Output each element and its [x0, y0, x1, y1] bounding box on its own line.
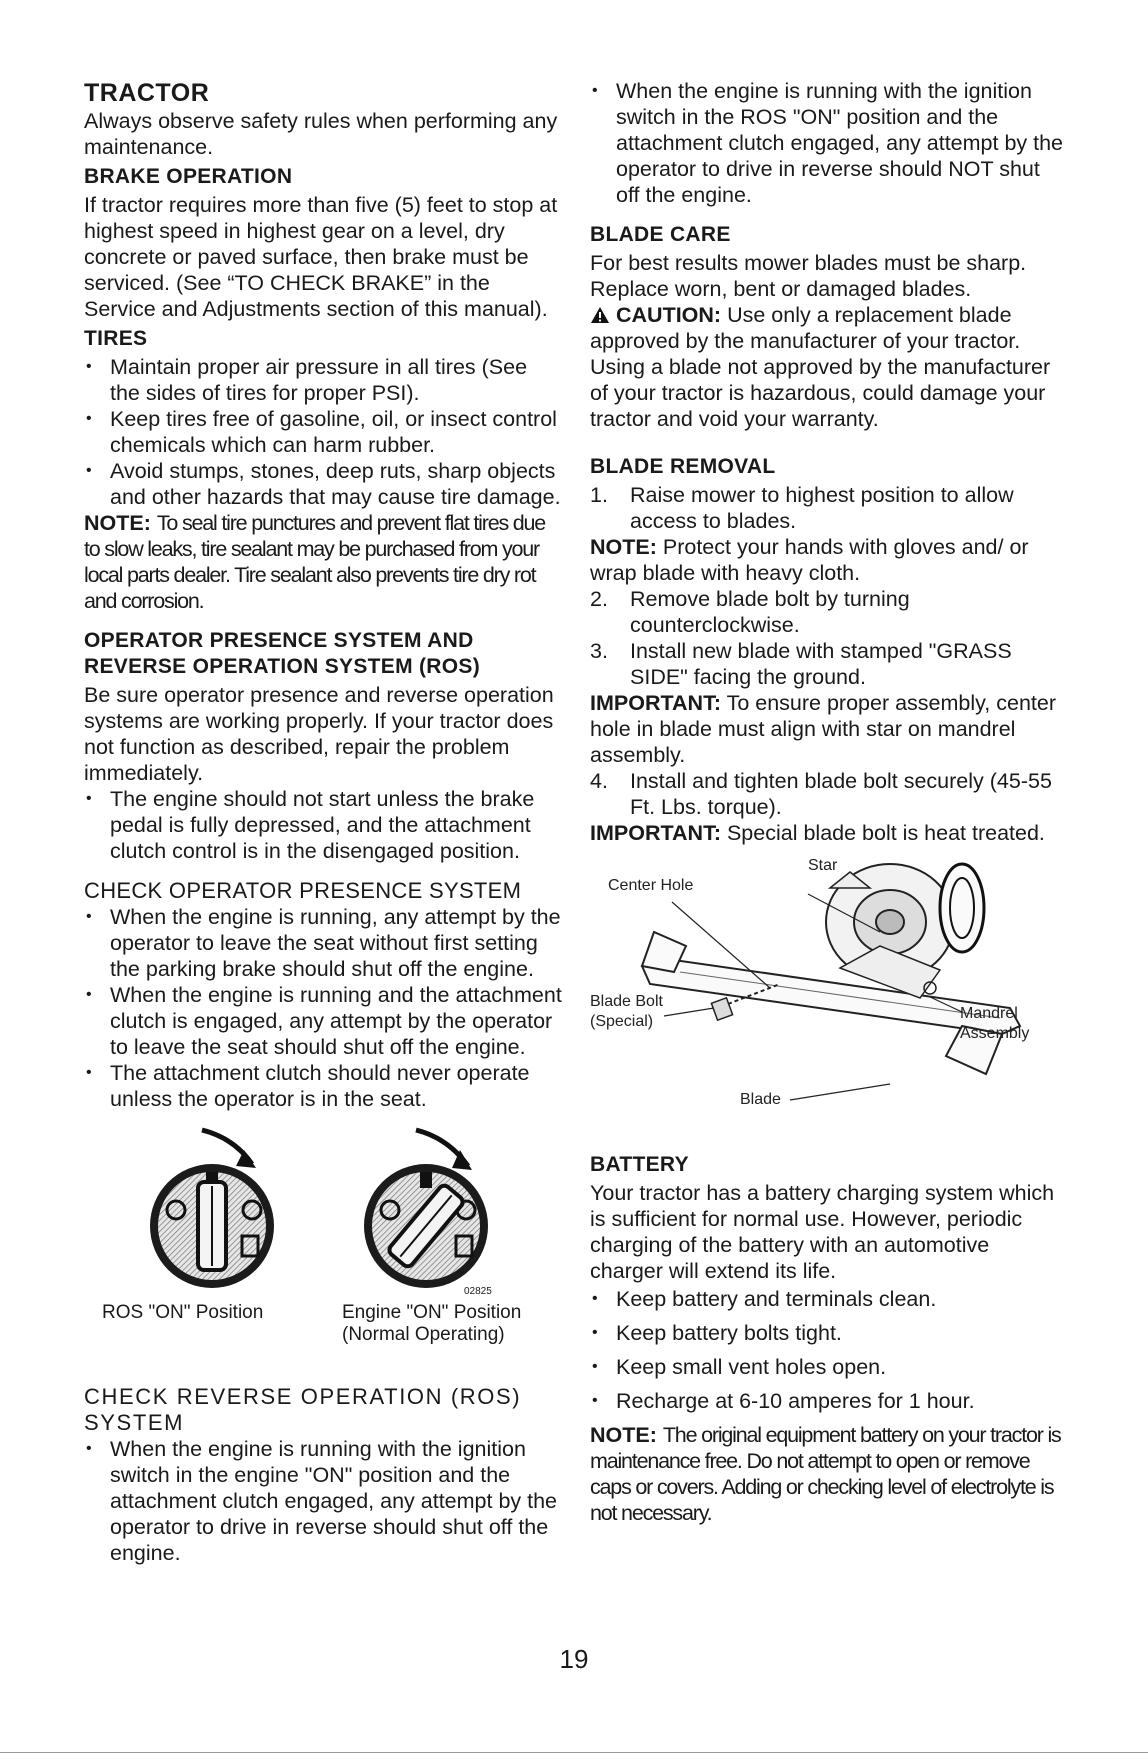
list-item: • Keep tires free of gasoline, oil, or insect control chemicals which can harm rubber. — [84, 406, 562, 458]
removal-steps-1 — [590, 482, 1066, 534]
ros-on-caption: ROS "ON" Position — [102, 1302, 264, 1323]
mandrel-illustration — [826, 864, 984, 998]
page-number: 19 — [559, 1644, 589, 1674]
label-mandrel: Mandrel — [960, 1005, 1018, 1022]
list-item: 3. Install new blade with stamped "GRASS SIDE" facing the ground. — [590, 639, 1012, 689]
tires-list — [84, 354, 562, 510]
tires-note — [84, 510, 562, 614]
ros-on-knob — [150, 1130, 274, 1288]
tractor-text: Always observe safety rules when performing any maintenance. — [84, 109, 558, 159]
right-column — [590, 78, 1066, 1526]
caution-label: CAUTION: — [616, 303, 722, 327]
tractor-heading: TRACTOR — [84, 79, 210, 107]
note-label: NOTE: — [590, 535, 657, 559]
bottom-rule — [0, 1752, 1148, 1753]
engine-on-knob — [364, 1130, 488, 1288]
blade-assembly-figure — [590, 848, 1066, 1148]
list-item: • Recharge at 6-10 amperes for 1 hour. — [590, 1388, 1066, 1414]
ignition-switch-figure — [84, 1120, 562, 1370]
blade-care-heading: BLADE CARE — [590, 223, 731, 246]
check-ros-heading: CHECK REVERSE OPERATION (ROS) SYSTEM — [84, 1384, 522, 1435]
note-text: Protect your hands with gloves and/ or wrap blade with heavy cloth. — [590, 535, 1029, 585]
battery-list — [590, 1286, 1066, 1414]
tires-heading: TIRES — [84, 327, 148, 350]
blade-removal-heading: BLADE REMOVAL — [590, 455, 776, 478]
engine-on-caption: Engine "ON" Position (Normal Operating) — [342, 1302, 522, 1345]
figure-code: 02825 — [464, 1286, 492, 1297]
note-text: The original equipment battery on your tractor is maintenance free. Do not attempt to open or remove caps or covers. Adding or checking level of electrolyte is not necessary. — [590, 1423, 1061, 1525]
check-ros-list — [84, 1436, 562, 1566]
important-text: Special blade bolt is heat treated. — [726, 821, 1045, 845]
note-label: NOTE: — [84, 511, 151, 535]
step-text: Raise mower to highest position to allow access to blades. — [630, 483, 1014, 533]
step-text: Install new blade with stamped "GRASS SIDE" facing the ground. — [630, 639, 1012, 689]
caution-icon — [590, 306, 610, 324]
list-item: • The engine should not start unless the brake pedal is fully depressed, and the attachment clutch control is in the disengaged position. — [84, 786, 562, 864]
caution-paragraph — [590, 302, 1066, 432]
list-item: • Keep small vent holes open. — [590, 1354, 1066, 1380]
caution-text: Use only a replacement blade approved by the manufacturer of your tractor. Using a blade not approved by the manufacturer of your tractor is hazardous, could damage your tractor and void your warranty. — [590, 303, 1051, 431]
removal-steps-2 — [590, 586, 1066, 690]
label-blade: Blade — [740, 1091, 781, 1108]
blade-care-text: For best results mower blades must be sharp. Replace worn, bent or damaged blades. — [590, 251, 1027, 301]
note-text: To seal tire punctures and prevent flat tires due to slow leaks, tire sealant may be purchased from your local parts dealer. Tire sealant also prevents tire dry rot and corrosion. — [84, 511, 546, 613]
list-item: • When the engine is running with the ignition switch in the ROS "ON" position and the attachment clutch engaged, any attempt by the operator to drive in reverse should NOT shut off the engine. — [590, 78, 1066, 208]
battery-note — [590, 1422, 1066, 1526]
list-item: • Maintain proper air pressure in all tires (See the sides of tires for proper PSI). — [84, 354, 562, 406]
list-item: • When the engine is running with the ignition switch in the engine "ON" position and the attachment clutch engaged, any attempt by the operator to drive in reverse should shut off the engine. — [84, 1436, 562, 1566]
label-center-hole: Center Hole — [608, 877, 694, 894]
removal-note — [590, 534, 1066, 586]
check-ops-list — [84, 904, 562, 1112]
brake-text: If tractor requires more than five (5) feet to stop at highest speed in highest gear on a level, dry concrete or paved surface, then brake must be serviced. (See “TO CHECK BRAKE” in the Service and Adjustments section of this manual). — [84, 193, 558, 321]
important-label: IMPORTANT: — [590, 821, 721, 845]
important-paragraph-2 — [590, 820, 1066, 846]
battery-heading: BATTERY — [590, 1153, 689, 1176]
list-item: • Avoid stumps, stones, deep ruts, sharp objects and other hazards that may cause tire damage. — [84, 458, 562, 510]
note-label: NOTE: — [590, 1423, 657, 1447]
list-item: 1. Raise mower to highest position to allow access to blades. — [590, 483, 1014, 533]
label-assembly: Assembly — [960, 1025, 1030, 1042]
list-item: • When the engine is running, any attempt by the operator to leave the seat without first setting the parking brake should shut off the engine. — [84, 904, 562, 982]
label-star: Star — [808, 857, 838, 874]
list-item: • Keep battery and terminals clean. — [590, 1286, 1066, 1312]
removal-steps-3 — [590, 768, 1066, 820]
ops-list — [84, 786, 562, 864]
check-ops-heading: CHECK OPERATOR PRESENCE SYSTEM — [84, 878, 522, 903]
list-item: • The attachment clutch should never operate unless the operator is in the seat. — [84, 1060, 562, 1112]
list-item: • When the engine is running and the attachment clutch is engaged, any attempt by the operator to leave the seat should shut off the engine. — [84, 982, 562, 1060]
ops-heading: OPERATOR PRESENCE SYSTEM AND REVERSE OPERATION SYSTEM (ROS) — [84, 629, 480, 678]
important-label: IMPORTANT: — [590, 691, 721, 715]
step-text: Remove blade bolt by turning counterclockwise. — [630, 587, 910, 637]
step-text: Install and tighten blade bolt securely (45-55 Ft. Lbs. torque). — [630, 769, 1052, 819]
important-paragraph-1 — [590, 690, 1066, 768]
left-column — [84, 78, 562, 1566]
list-item: 4. Install and tighten blade bolt securely (45-55 Ft. Lbs. torque). — [590, 769, 1052, 819]
list-item: 2. Remove blade bolt by turning counterclockwise. — [590, 587, 910, 637]
brake-heading: BRAKE OPERATION — [84, 165, 293, 188]
important-text: To ensure proper assembly, center hole in blade must align with star on mandrel assembly. — [590, 691, 1057, 767]
label-blade-bolt: Blade Bolt — [590, 993, 663, 1010]
ros-list — [590, 78, 1066, 208]
list-item: • Keep battery bolts tight. — [590, 1320, 1066, 1346]
label-special: (Special) — [590, 1013, 654, 1030]
battery-text: Your tractor has a battery charging system which is sufficient for normal use. However, periodic charging of the battery with an automotive charger will extend its life. — [590, 1181, 1055, 1283]
ops-text: Be sure operator presence and reverse operation systems are working properly. If your tractor does not function as described, repair the problem immediately. — [84, 683, 554, 785]
